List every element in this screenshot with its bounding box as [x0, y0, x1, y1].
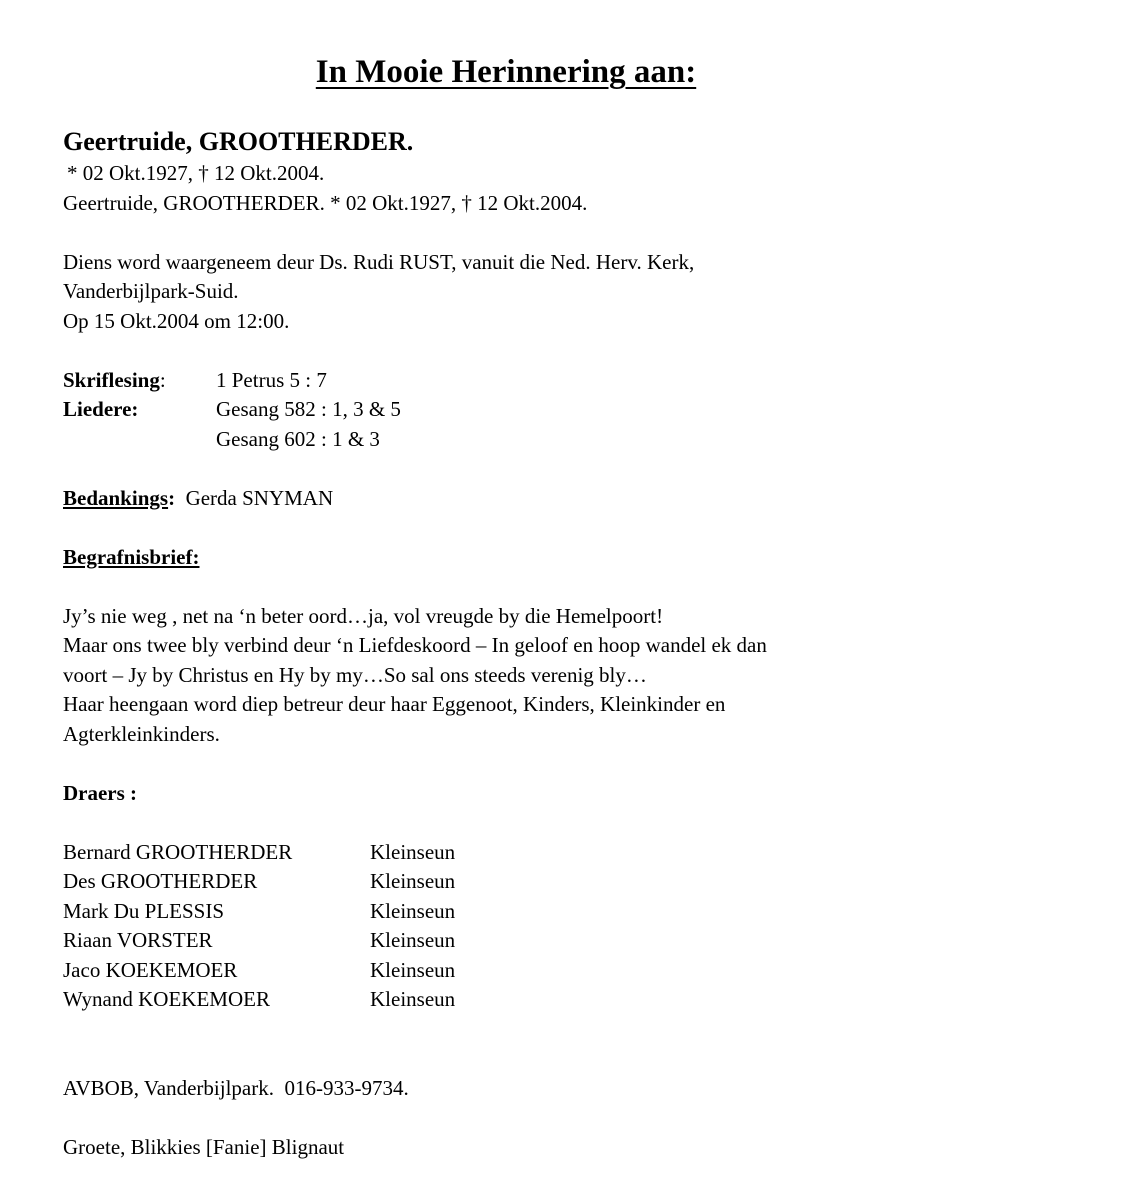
- song-1: Gesang 582 : 1, 3 & 5: [216, 397, 401, 421]
- songs-label: Liedere:: [63, 397, 139, 421]
- list-item: [63, 985, 1103, 1015]
- bearer-role: Kleinseun: [370, 928, 456, 952]
- songs-label-spacer: [63, 425, 216, 455]
- songs-row-2: [63, 425, 1103, 455]
- service-line-1: Diens word waargeneem deur Ds. Rudi RUST, vanuit die Ned. Herv. Kerk,: [63, 249, 695, 274]
- service-line-2: Vanderbijlpark-Suid.: [63, 279, 239, 303]
- document-body: [63, 125, 1103, 1162]
- scripture-colon: :: [159, 367, 166, 392]
- letter-line-5: Agterkleinkinders.: [63, 721, 220, 746]
- bearer-role: Kleinseun: [370, 898, 456, 923]
- list-item: [63, 956, 1103, 986]
- bearers-list: [63, 838, 1103, 1015]
- spacer: [63, 1044, 1103, 1074]
- deceased-name: Geertruide, GROOTHERDER.: [63, 127, 414, 156]
- bearer-role: Kleinseun: [370, 957, 456, 982]
- scripture-label: Skriflesing: [63, 367, 160, 392]
- bearer-name: Wynand KOEKEMOER: [63, 987, 270, 1011]
- list-item: [63, 897, 1103, 927]
- undertaker-line: AVBOB, Vanderbijlpark. 016-933-9734.: [63, 1075, 409, 1100]
- spacer: [63, 572, 1103, 602]
- list-item: [63, 867, 1103, 897]
- spacer: [63, 454, 1103, 484]
- list-item: [63, 838, 1103, 868]
- bearer-name: Jaco KOEKEMOER: [63, 957, 238, 982]
- bearer-name: Des GROOTHERDER: [63, 869, 258, 893]
- bearer-name: Bernard GROOTHERDER: [63, 839, 293, 864]
- scripture-row: [63, 366, 1103, 396]
- letter-line-3: voort – Jy by Christus en Hy by my…So sal ons steeds verenig bly…: [63, 662, 647, 687]
- letter-line-4: Haar heengaan word diep betreur deur haar Eggenoot, Kinders, Kleinkinder en: [63, 692, 726, 716]
- thanks-value: Gerda SNYMAN: [185, 485, 334, 510]
- letter-line-1: Jy’s nie weg , net na ‘n beter oord…ja, vol vreugde by die Hemelpoort!: [63, 603, 664, 628]
- bearer-role: Kleinseun: [370, 869, 456, 893]
- scripture-label-cell: [63, 366, 216, 396]
- service-line-3: Op 15 Okt.2004 om 12:00.: [63, 308, 290, 333]
- closing-line: Groete, Blikkies [Fanie] Blignaut: [63, 1134, 345, 1159]
- thanks-colon: :: [168, 485, 176, 510]
- spacer: [63, 1103, 1103, 1133]
- letter-label: Begrafnisbrief:: [63, 544, 200, 569]
- bearer-name: Riaan VORSTER: [63, 928, 213, 952]
- spacer: [63, 808, 1103, 838]
- thanks-label: Bedankings: [63, 485, 169, 510]
- bearer-name: Mark Du PLESSIS: [63, 898, 225, 923]
- spacer: [63, 1015, 1103, 1045]
- spacer: [63, 218, 1103, 248]
- spacer: [63, 513, 1103, 543]
- bearer-role: Kleinseun: [370, 987, 456, 1011]
- bearers-label: Draers :: [63, 780, 138, 805]
- bearer-role: Kleinseun: [370, 839, 456, 864]
- document-title: In Mooie Herinnering aan:: [315, 54, 697, 90]
- list-item: [63, 926, 1103, 956]
- deceased-full-line: Geertruide, GROOTHERDER. * 02 Okt.1927, † 12 Okt.2004.: [63, 190, 588, 215]
- spacer: [63, 336, 1103, 366]
- thanks-row: [63, 484, 1103, 514]
- spacer: [63, 749, 1103, 779]
- letter-line-2: Maar ons twee bly verbind deur ‘n Liefdeskoord – In geloof en hoop wandel ek dan: [63, 633, 767, 657]
- songs-row: [63, 395, 1103, 425]
- deceased-dates: * 02 Okt.1927, † 12 Okt.2004.: [67, 161, 325, 185]
- song-2: Gesang 602 : 1 & 3: [216, 426, 380, 451]
- scripture-value: 1 Petrus 5 : 7: [216, 367, 327, 392]
